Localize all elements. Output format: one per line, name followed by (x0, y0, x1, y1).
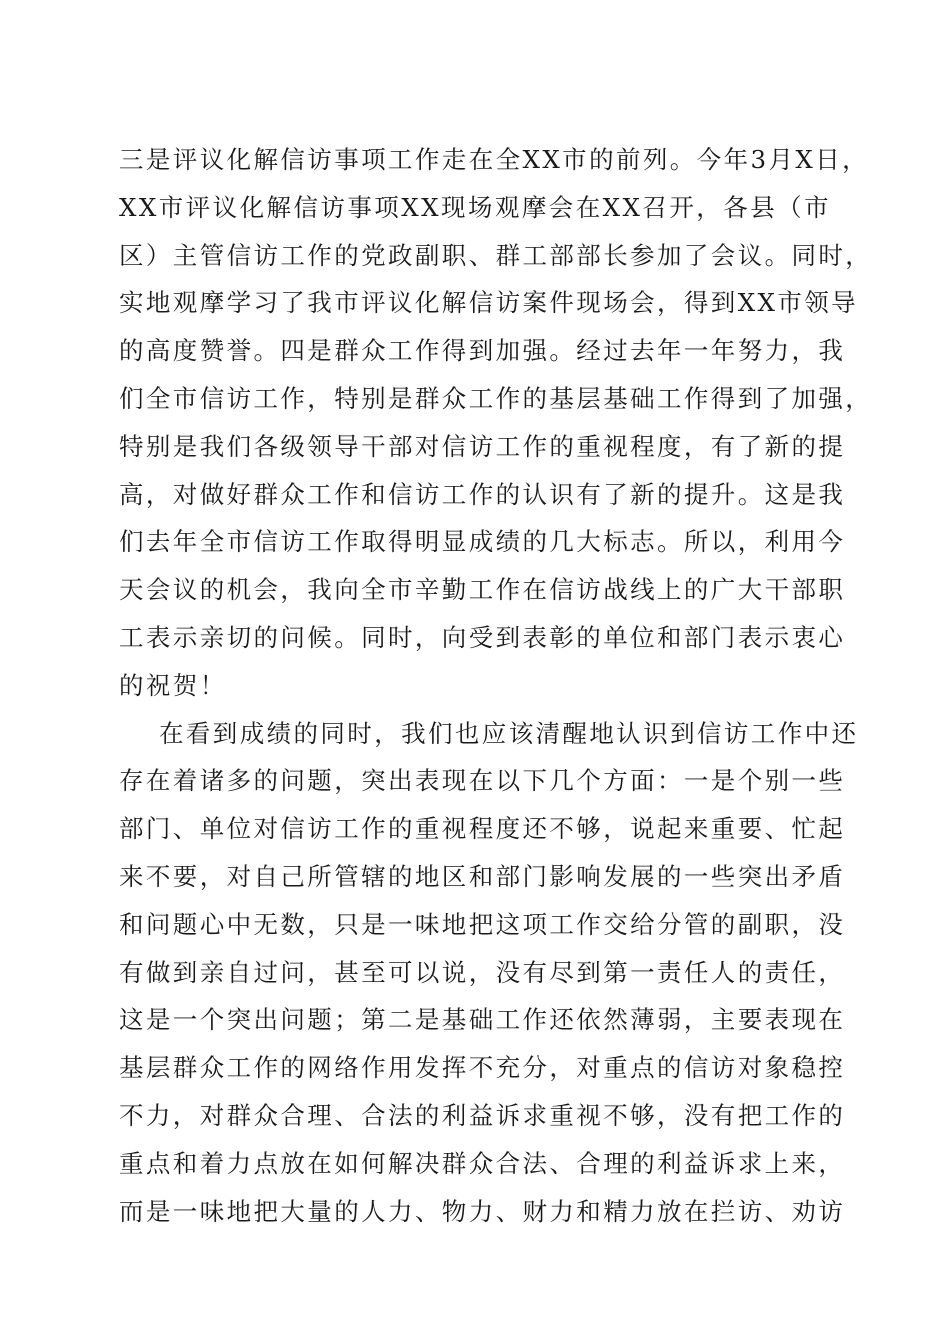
text-line: 有做到亲自过问，甚至可以说，没有尽到第一责任人的责任， (119, 957, 846, 987)
text-line: 们全市信访工作，特别是群众工作的基层基础工作得到了加强， (119, 383, 873, 413)
text-line: 来不要，对自己所管辖的地区和部门影响发展的一些突出矛盾 (119, 861, 846, 891)
text-line: 而是一味地把大量的人力、物力、财力和精力放在拦访、劝访 (119, 1196, 846, 1226)
document-body (119, 136, 873, 1235)
text-line: 在看到成绩的同时，我们也应该清醒地认识到信访工作中还 (159, 718, 859, 748)
text-line: 高，对做好群众工作和信访工作的认识有了新的提升。这是我 (119, 479, 846, 509)
text-line: 不力，对群众合理、合法的利益诉求重视不够，没有把工作的 (119, 1100, 846, 1130)
text-line: 天会议的机会，我向全市辛勤工作在信访战线上的广大干部职 (119, 575, 846, 605)
text-line: 基层群众工作的网络作用发挥不充分，对重点的信访对象稳控 (119, 1053, 846, 1083)
text-line: 存在着诸多的问题，突出表现在以下几个方面：一是个别一些 (119, 766, 846, 796)
text-line: 三是评议化解信访事项工作走在全XX市的前列。今年3月X日， (119, 145, 870, 174)
text-line: 的高度赞誉。四是群众工作得到加强。经过去年一年努力，我 (119, 336, 846, 366)
text-line: 特别是我们各级领导干部对信访工作的重视程度，有了新的提 (119, 431, 846, 461)
paragraph-2 (119, 710, 859, 1236)
text-line: XX市评议化解信访事项XX现场观摩会在XX召开，各县（市 (119, 192, 831, 222)
text-line: 重点和着力点放在如何解决群众合法、合理的利益诉求上来， (119, 1148, 846, 1178)
paragraph-1 (119, 136, 873, 710)
text-line: 部门、单位对信访工作的重视程度还不够，说起来重要、忙起 (119, 814, 846, 844)
text-line: 区）主管信访工作的党政副职、群工部部长参加了会议。同时， (119, 240, 873, 270)
text-line: 工表示亲切的问候。同时，向受到表彰的单位和部门表示衷心 (119, 622, 846, 652)
text-line: 和问题心中无数，只是一味地把这项工作交给分管的副职，没 (119, 909, 846, 939)
text-line: 的祝贺！ (119, 670, 227, 700)
text-line: 实地观摩学习了我市评议化解信访案件现场会，得到XX市领导 (119, 288, 859, 318)
text-line: 们去年全市信访工作取得明显成绩的几大标志。所以，利用今 (119, 527, 846, 557)
text-line: 这是一个突出问题；第二是基础工作还依然薄弱，主要表现在 (119, 1005, 846, 1035)
